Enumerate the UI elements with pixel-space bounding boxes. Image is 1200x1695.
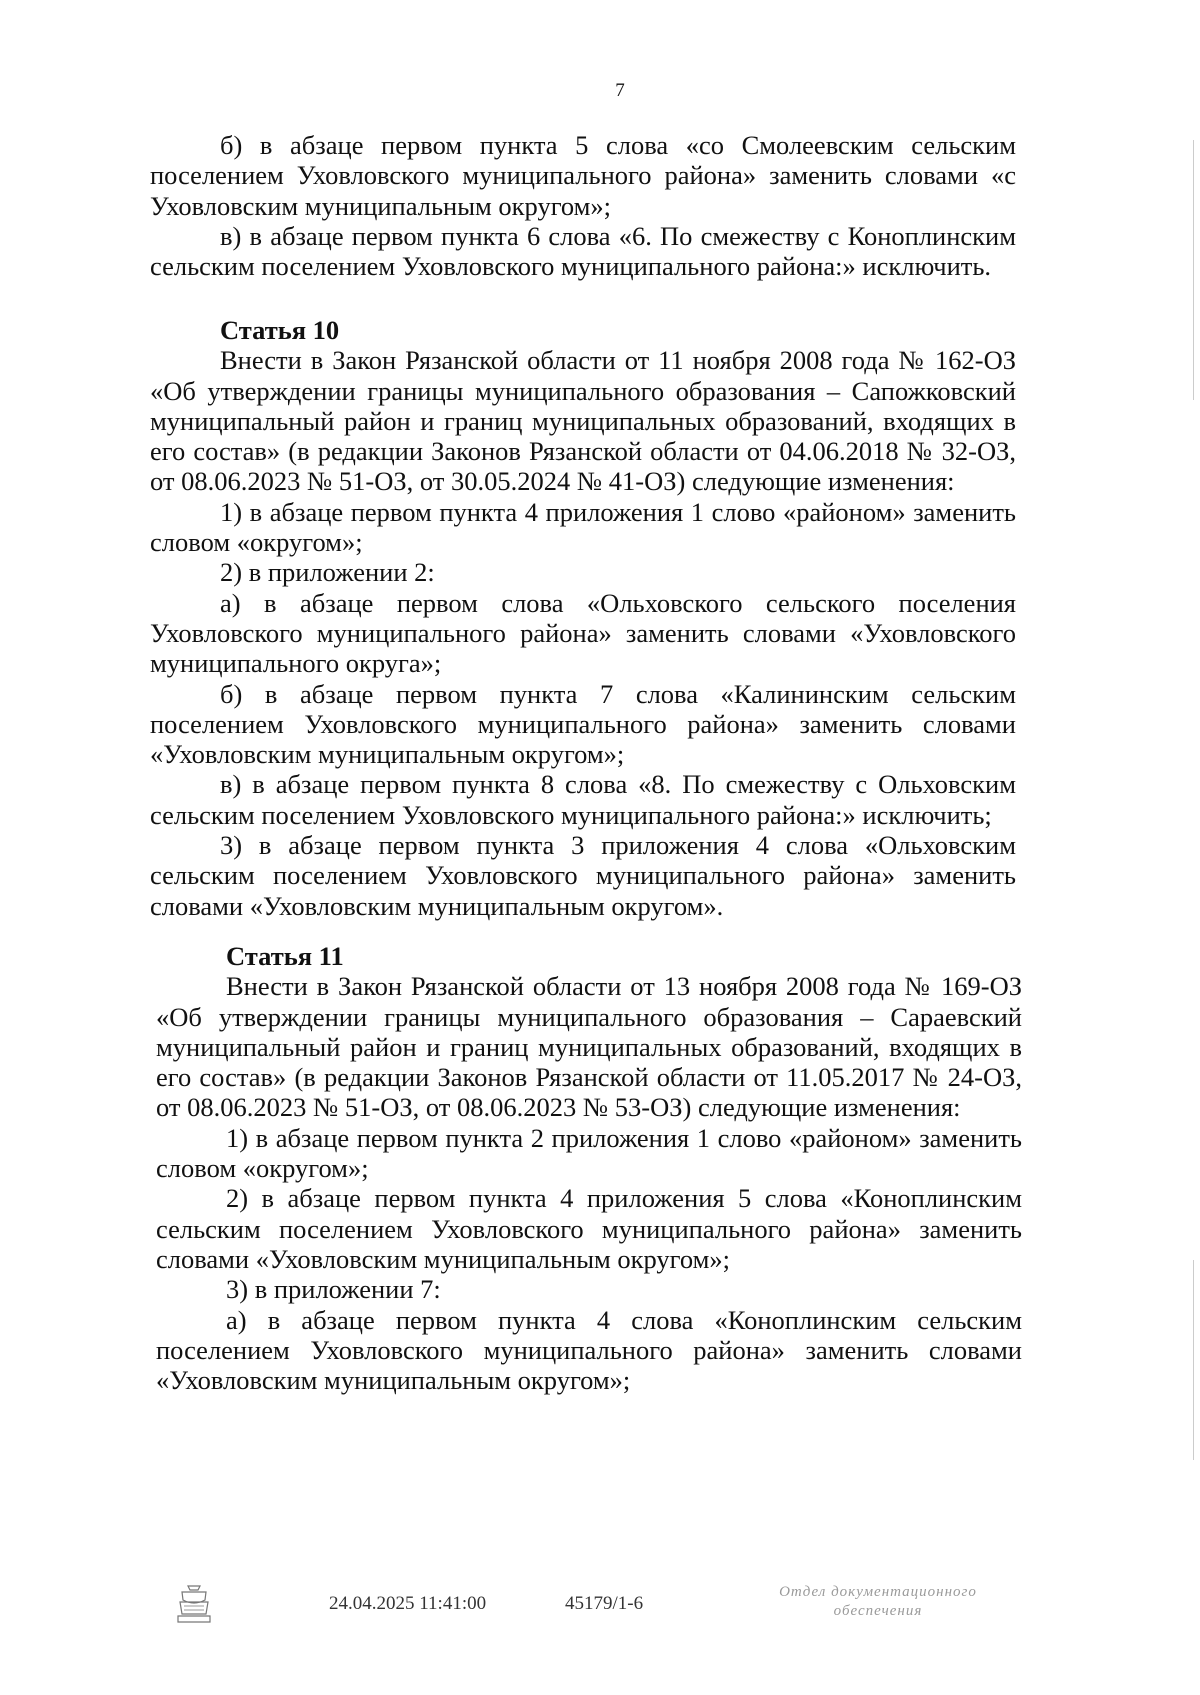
paragraph: б) в абзаце первом пункта 7 слова «Калининским сельским поселением Уховловского муниципального района» заменить словами «Уховловским муниципальным округом»; bbox=[150, 678, 1016, 770]
paragraph: в) в абзаце первом пункта 6 слова «6. По смежеству с Коноплинским сельским поселением Уховловского муниципального района:» исключить. bbox=[150, 220, 1016, 282]
stamp-line: обеспечения bbox=[833, 1603, 923, 1619]
paragraph: в) в абзаце первом пункта 8 слова «8. По смежеству с Ольховским сельским поселением Уховловского муниципального района:» исключить; bbox=[150, 769, 1016, 830]
paragraph: а) в абзаце первом пункта 4 слова «Коноплинским сельским поселением Уховловского муниципального района» заменить словами «Уховловским муниципальным округом»; bbox=[156, 1304, 1022, 1396]
department-stamp bbox=[728, 1583, 1028, 1621]
article-heading: Статья 11 bbox=[226, 941, 344, 971]
paragraph: 1) в абзаце первом пункта 2 приложения 1 слово «районом» заменить словом «округом»; bbox=[156, 1122, 1022, 1184]
top-section bbox=[150, 130, 1016, 281]
paragraph: 1) в абзаце первом пункта 4 приложения 1 слово «районом» заменить словом «округом»; bbox=[150, 496, 1016, 558]
coat-of-arms-emblem-icon bbox=[174, 1582, 214, 1626]
paragraph: 3) в приложении 7: bbox=[226, 1274, 441, 1305]
footer-datetime: 24.04.2025 11:41:00 bbox=[329, 1593, 487, 1614]
paragraph: а) в абзаце первом слова «Ольховского сельского поселения Уховловского муниципального района» заменить словами «Уховловского муниципального округа»; bbox=[150, 587, 1016, 679]
paragraph: 2) в приложении 2: bbox=[220, 557, 435, 588]
article-10 bbox=[150, 315, 1016, 921]
footer-document-id: 45179/1-6 bbox=[565, 1593, 644, 1614]
paragraph: Внести в Закон Рязанской области от 11 ноября 2008 года № 162-ОЗ «Об утверждении границы муниципального образования – Сапожковский муниципальный район и границ муниципальных образований, входящих в его состав» (в редакции Законов Рязанской области от 04.06.2018 № 32-ОЗ, от 08.06.2023 № 51-ОЗ, от 30.05.2024 № 41-ОЗ) следующие изменения: bbox=[150, 345, 1016, 497]
article-heading: Статья 10 bbox=[220, 315, 340, 345]
scan-edge-artifact bbox=[1193, 140, 1194, 400]
paragraph: 2) в абзаце первом пункта 4 приложения 5 слова «Коноплинским сельским поселением Уховловского муниципального района» заменить словами «Уховловским муниципальным округом»; bbox=[156, 1183, 1022, 1274]
paragraph: 3) в абзаце первом пункта 3 приложения 4 слова «Ольховским сельским поселением Уховловского муниципального района» заменить словами «Уховловским муниципальным округом». bbox=[150, 830, 1016, 921]
page-number: 7 bbox=[615, 80, 625, 101]
stamp-line: Отдел документационного bbox=[779, 1584, 977, 1600]
scan-edge-artifact bbox=[1193, 1260, 1194, 1460]
paragraph: Внести в Закон Рязанской области от 13 ноября 2008 года № 169-ОЗ «Об утверждении границы муниципального образования – Сараевский муниципальный район и границ муниципальных образований, входящих в его состав» (в редакции Законов Рязанской области от 11.05.2017 № 24-ОЗ, от 08.06.2023 № 51-ОЗ, от 08.06.2023 № 53-ОЗ) следующие изменения: bbox=[156, 971, 1022, 1123]
article-11 bbox=[156, 941, 1022, 1395]
paragraph: б) в абзаце первом пункта 5 слова «со Смолеевским сельским поселением Уховловского муниципального района» заменить словами «с Уховловским муниципальным округом»; bbox=[150, 130, 1016, 221]
